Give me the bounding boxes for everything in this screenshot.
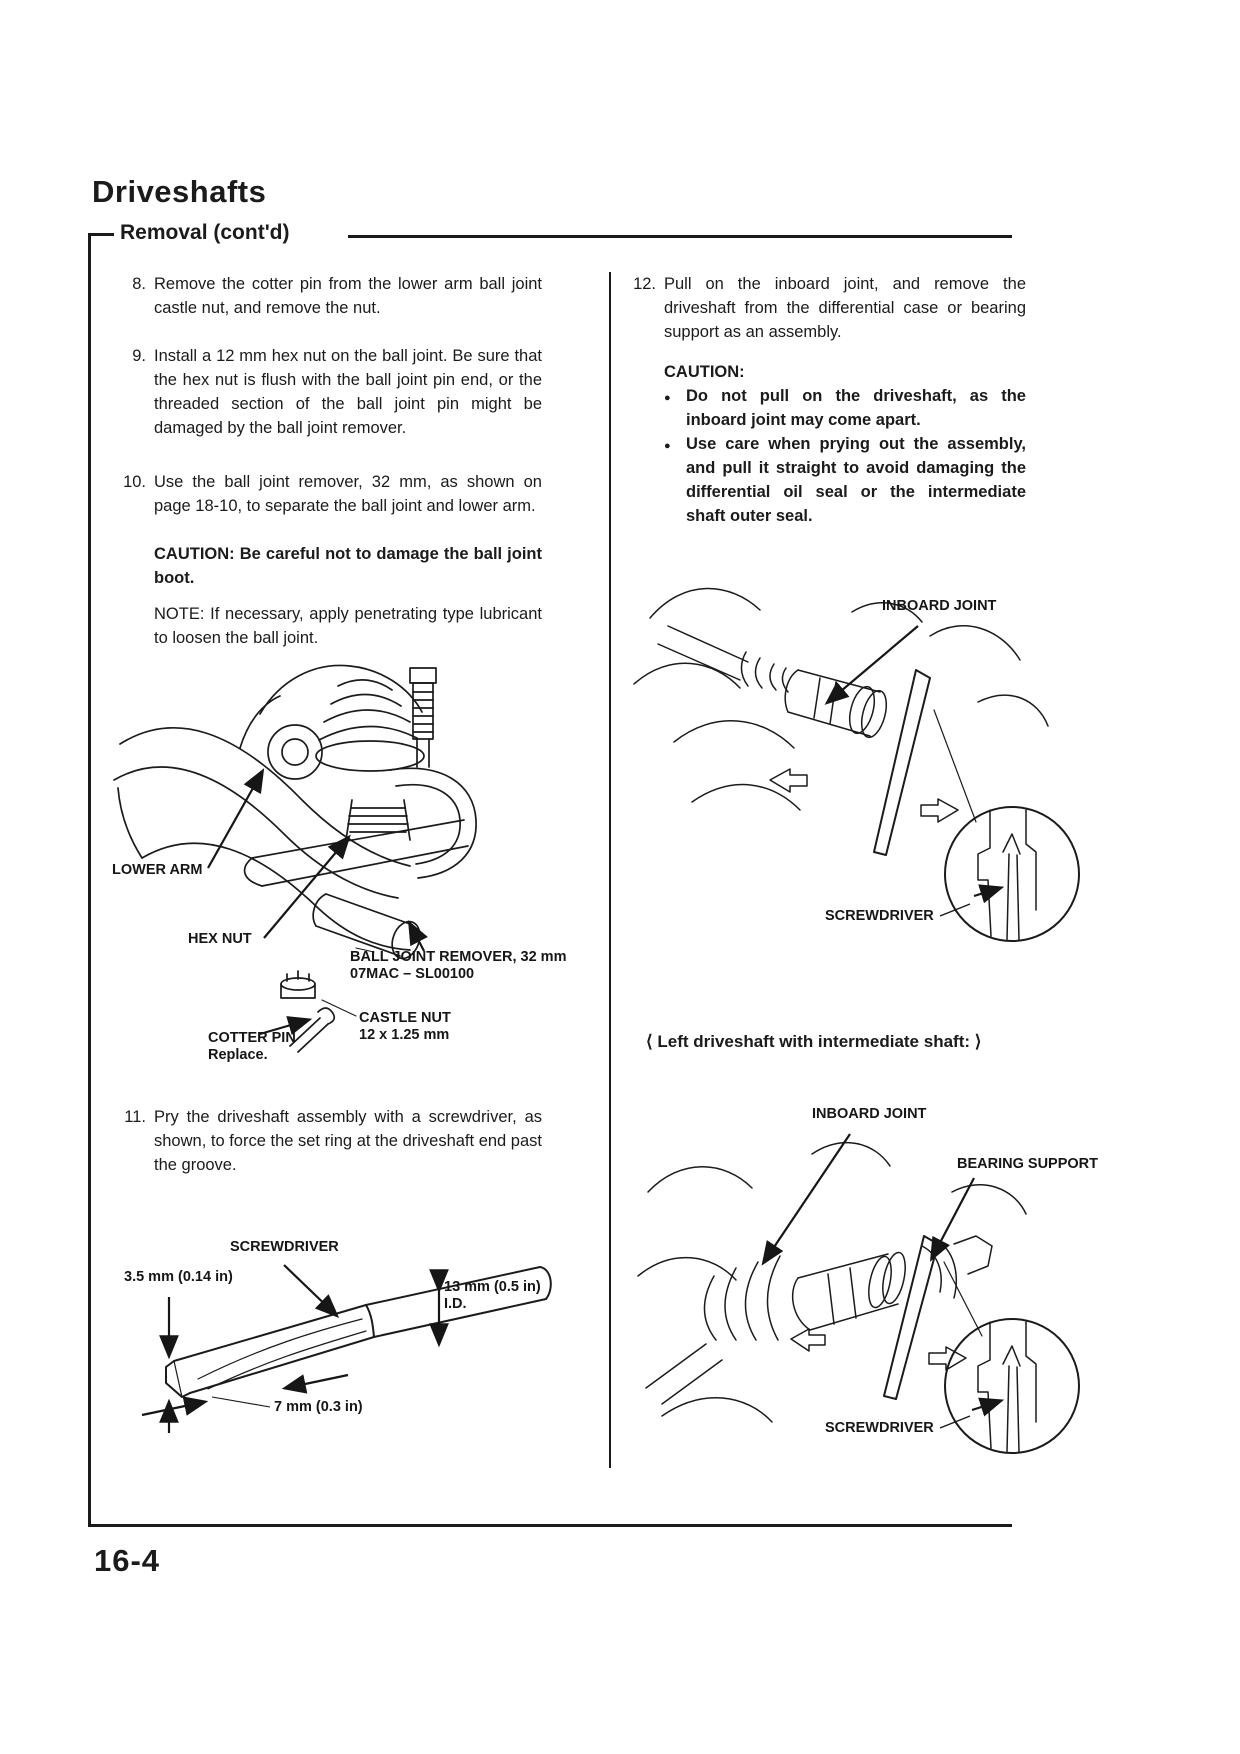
step-12 <box>622 272 1026 344</box>
label-hex-nut: HEX NUT <box>188 931 252 947</box>
label-screwdriver: SCREWDRIVER <box>230 1239 339 1255</box>
step-number: 11. <box>124 1108 146 1126</box>
step-number: 10. <box>123 473 146 491</box>
label-castle-nut: CASTLE NUT 12 x 1.25 mm <box>359 1010 451 1043</box>
step-number: 9. <box>132 347 146 365</box>
label-screwdriver: SCREWDRIVER <box>825 1420 934 1436</box>
figure-inboard-joint-pry <box>622 552 1026 952</box>
bottom-rule <box>88 1524 1012 1527</box>
page-number: 16-4 <box>94 1543 161 1578</box>
step-text: Pry the driveshaft assembly with a screwdriver, as shown, to force the set ring at the driveshaft end past the groove. <box>154 1108 542 1174</box>
caution-bullet: ● Do not pull on the driveshaft, as the inboard joint may come apart. <box>664 384 1026 432</box>
leader-arrows <box>828 626 1000 916</box>
step-number: 12. <box>633 275 656 293</box>
figure-bearing-support-pry <box>622 1096 1098 1496</box>
label-dim-width: 7 mm (0.3 in) <box>274 1399 363 1415</box>
label-bearing-support: BEARING SUPPORT <box>957 1156 1098 1172</box>
inboard-joint-illustration <box>622 552 1082 952</box>
intermediate-shaft-caption: ⟨ Left driveshaft with intermediate shaft: ⟩ <box>646 1032 982 1051</box>
header-rule <box>348 235 1012 238</box>
step-text: Remove the cotter pin from the lower arm ball joint castle nut, and remove the nut. <box>154 275 542 317</box>
column-divider <box>609 272 611 1468</box>
label-ball-joint-remover: BALL JOINT REMOVER, 32 mm 07MAC – SL00100 <box>350 949 567 982</box>
note-text: NOTE: If necessary, apply penetrating type lubricant to loosen the ball joint. <box>154 605 542 647</box>
label-cotter-pin: COTTER PIN Replace. <box>208 1030 296 1063</box>
leader-arrows <box>764 1134 1000 1428</box>
label-screwdriver: SCREWDRIVER <box>825 908 934 924</box>
step-8 <box>112 272 542 320</box>
caution-block <box>664 360 1026 528</box>
label-dim-id: 13 mm (0.5 in) I.D. <box>444 1279 541 1312</box>
bullet-icon: ● <box>664 440 671 452</box>
caution-bullet: ● Use care when prying out the assembly, and pull it straight to avoid damaging the differential oil seal or the intermediate shaft outer seal. <box>664 432 1026 528</box>
section-title: Removal (cont'd) <box>120 221 290 244</box>
step-text: Use the ball joint remover, 32 mm, as shown on page 18-10, to separate the ball joint and lower arm. <box>154 473 542 515</box>
label-dim-tip: 3.5 mm (0.14 in) <box>124 1269 233 1285</box>
step-10 <box>112 470 542 518</box>
figure-ball-joint-remover <box>112 652 567 1072</box>
corner-bracket <box>88 233 114 236</box>
step-text: Pull on the inboard joint, and remove the driveshaft from the differential case or bearing support as an assembly. <box>664 275 1026 341</box>
left-column <box>112 272 567 1437</box>
step-text: Install a 12 mm hex nut on the ball joint. Be sure that the hex nut is flush with the ball joint pin end, or the threaded section of the ball joint pin might be damaged by the ball joint remover. <box>154 347 542 437</box>
label-inboard-joint: INBOARD JOINT <box>812 1106 927 1122</box>
label-lower-arm: LOWER ARM <box>112 862 203 878</box>
step-9 <box>112 344 542 440</box>
caution-note: CAUTION: Be careful not to damage the ball joint boot. <box>154 545 542 587</box>
figure-screwdriver-dimensions <box>112 1225 542 1437</box>
caution-title: CAUTION: <box>664 363 745 381</box>
step-number: 8. <box>132 275 146 293</box>
right-column <box>622 272 1098 1496</box>
bullet-icon: ● <box>664 392 671 404</box>
label-inboard-joint: INBOARD JOINT <box>882 598 997 614</box>
left-border <box>88 233 91 1527</box>
page-title: Driveshafts <box>92 174 267 209</box>
step-11 <box>112 1105 542 1177</box>
